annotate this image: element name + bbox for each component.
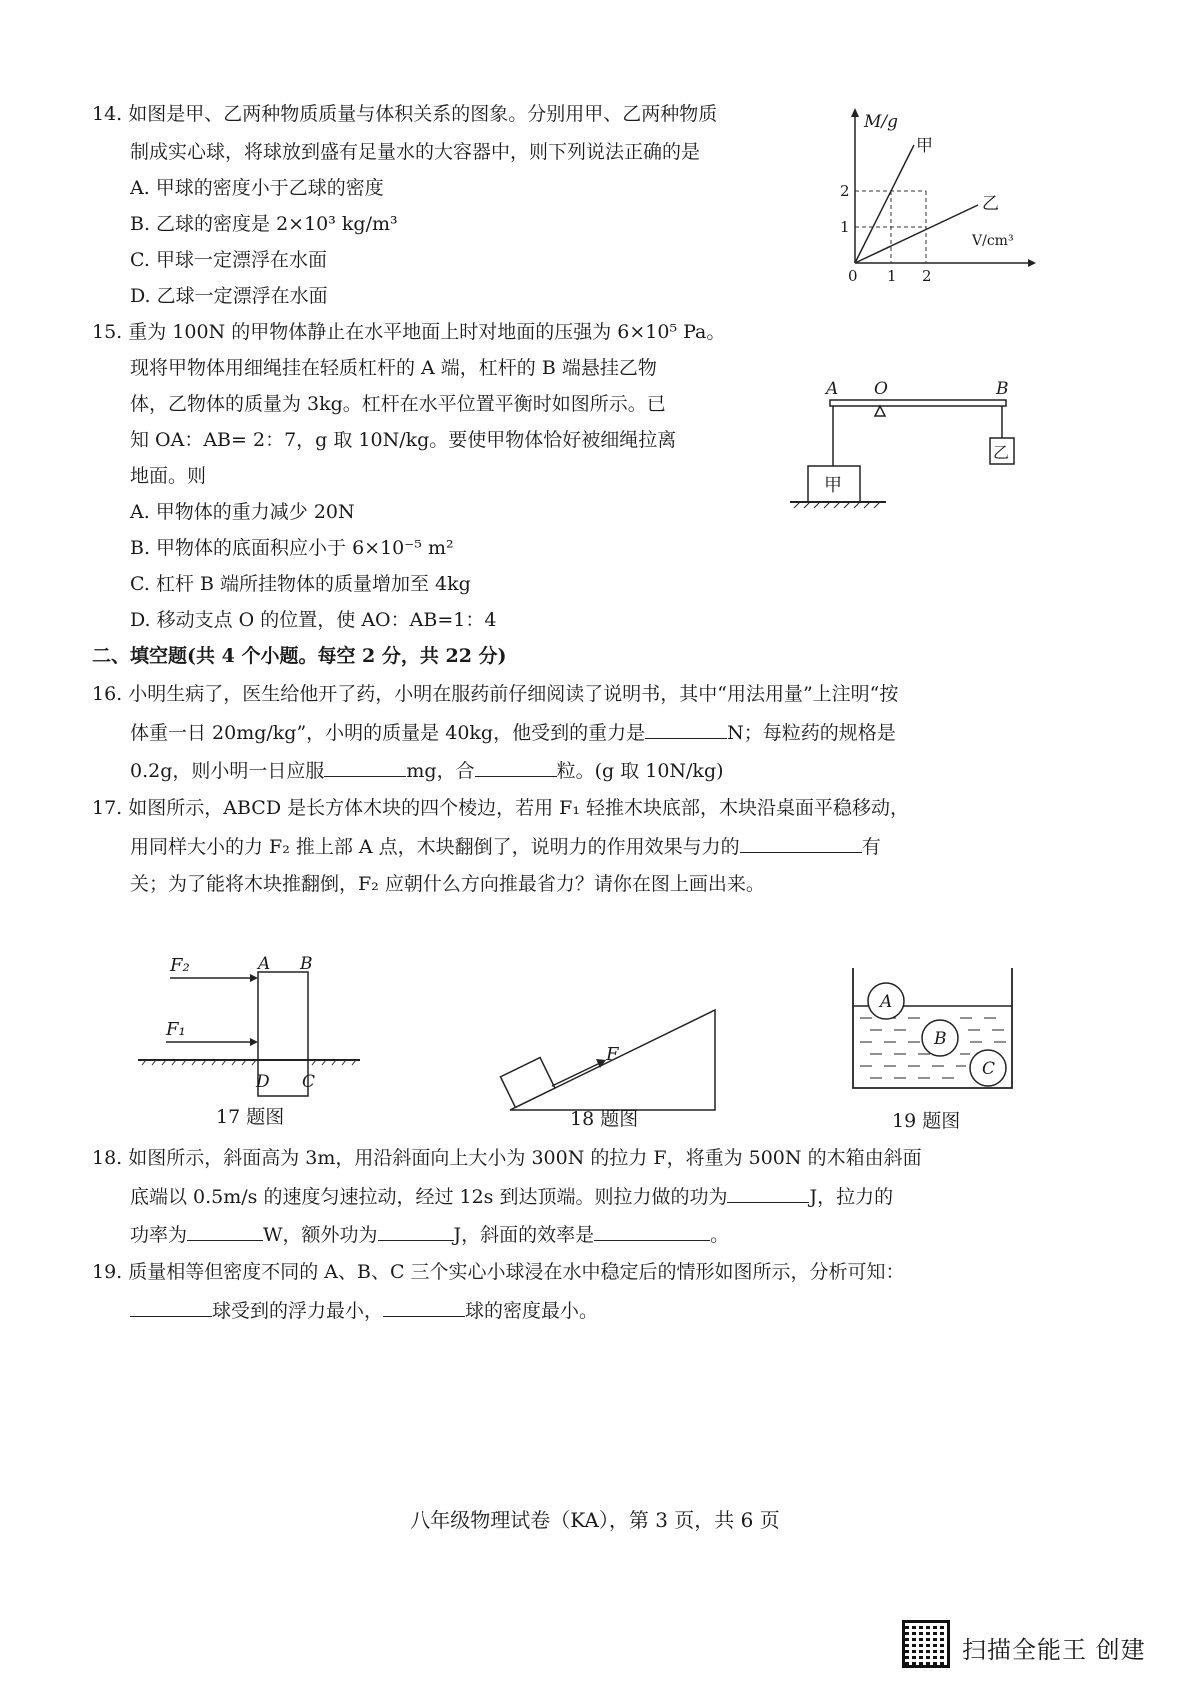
q18-text-3b: W，额外功为 — [263, 1224, 378, 1246]
q16-blank-dose[interactable] — [324, 758, 406, 777]
q14-mass-volume-graph — [820, 105, 1040, 295]
graph-origin: 0 — [848, 267, 858, 285]
fig17-label-a: A — [258, 954, 271, 974]
q19-stem-line1: 19. 质量相等但密度不同的 A、B、C 三个实心小球浸在水中稳定后的情形如图所示，分析可知： — [92, 1261, 905, 1283]
graph-x-tick-1: 1 — [887, 267, 897, 285]
lever-object-yi: 乙 — [993, 443, 1010, 462]
figure-17 — [130, 954, 370, 1105]
fig19-label-a: A — [880, 992, 893, 1012]
graph-series-jia: 甲 — [916, 136, 933, 156]
fig17-label-b: B — [300, 954, 313, 974]
q15-option-a: A. 甲物体的重力减少 20N — [130, 501, 355, 523]
lever-label-b: B — [996, 379, 1009, 399]
q17-text-2a: 用同样大小的力 F₂ 推上部 A 点，木块翻倒了，说明力的作用效果与力的 — [130, 836, 740, 858]
q14-option-c: C. 甲球一定漂浮在水面 — [130, 249, 327, 271]
figure-19-caption: 19 题图 — [892, 1110, 961, 1132]
q19-blank-buoyancy[interactable] — [130, 1298, 212, 1317]
watermark-text: 扫描全能王 创建 — [962, 1636, 1146, 1664]
q15-option-b: B. 甲物体的底面积应小于 6×10⁻⁵ m² — [130, 537, 454, 559]
q18-blank-work[interactable] — [727, 1184, 809, 1203]
fig19-label-b: B — [934, 1029, 947, 1049]
q16-text-3b: mg，合 — [406, 760, 475, 782]
scanner-watermark — [902, 1620, 1172, 1668]
q16-text-3a: 0.2g，则小明一日应服 — [130, 760, 325, 782]
q18-text-3a: 功率为 — [130, 1224, 188, 1246]
q14-option-b: B. 乙球的密度是 2×10³ kg/m³ — [130, 213, 398, 235]
q19-stem-line2 — [130, 1298, 598, 1323]
q14-option-d: D. 乙球一定漂浮在水面 — [130, 285, 328, 307]
q18-text-2b: J，拉力的 — [809, 1186, 894, 1208]
fig17-label-d: D — [256, 1072, 270, 1092]
q15-option-c: C. 杠杆 B 端所挂物体的质量增加至 4kg — [130, 573, 471, 595]
q18-blank-power[interactable] — [187, 1222, 263, 1241]
q16-blank-pills[interactable] — [475, 758, 557, 777]
q18-text-2a: 底端以 0.5m/s 的速度匀速拉动，经过 12s 到达顶端。则拉力做的功为 — [130, 1186, 728, 1208]
q18-stem-line1: 18. 如图所示，斜面高为 3m，用沿斜面向上大小为 300N 的拉力 F，将重为 500N 的木箱由斜面 — [92, 1147, 922, 1169]
q18-text-3c: J，斜面的效率是 — [453, 1224, 595, 1246]
fig17-label-c: C — [302, 1072, 316, 1092]
q14-option-a: A. 甲球的密度小于乙球的密度 — [130, 177, 384, 199]
fig18-label-f: F — [606, 1044, 619, 1065]
q19-blank-density[interactable] — [383, 1298, 465, 1317]
q16-blank-gravity[interactable] — [645, 720, 727, 739]
q16-text-3c: 粒。(g 取 10N/kg) — [556, 760, 724, 782]
figure-17-caption: 17 题图 — [216, 1106, 285, 1128]
graph-y-tick-2: 2 — [840, 182, 850, 200]
q17-blank-factor[interactable] — [740, 834, 862, 853]
figure-19 — [850, 968, 1020, 1098]
qr-code-icon — [902, 1620, 950, 1668]
graph-x-tick-2: 2 — [922, 267, 932, 285]
fig17-label-f1: F₁ — [166, 1019, 186, 1040]
q14-stem-line1: 14. 如图是甲、乙两种物质质量与体积关系的图象。分别用甲、乙两种物质 — [92, 103, 718, 125]
q17-text-2b: 有 — [861, 836, 881, 858]
graph-y-tick-1: 1 — [840, 218, 850, 236]
graph-y-label: M/g — [864, 112, 899, 132]
page-footer: 八年级物理试卷（KA），第 3 页，共 6 页 — [410, 1508, 780, 1532]
figure-18-caption: 18 题图 — [570, 1108, 639, 1130]
graph-x-label: V/cm³ — [972, 233, 1014, 249]
q15-stem-line5: 地面。则 — [130, 465, 207, 487]
q18-blank-efficiency[interactable] — [594, 1222, 710, 1241]
lever-object-jia: 甲 — [824, 475, 842, 496]
fig17-label-f2: F₂ — [170, 955, 190, 976]
q18-text-3d: 。 — [710, 1224, 730, 1246]
q17-stem-line1: 17. 如图所示，ABCD 是长方体木块的四个棱边，若用 F₁ 轻推木块底部，木块沿桌面平稳移动， — [92, 797, 909, 819]
q16-text-2b: N；每粒药的规格是 — [727, 722, 896, 744]
q19-text-2a: 球受到的浮力最小， — [212, 1300, 384, 1322]
q18-blank-extra-work[interactable] — [378, 1222, 454, 1241]
q15-stem-line4: 知 OA：AB= 2：7，g 取 10N/kg。要使甲物体恰好被细绳拉离 — [130, 429, 677, 451]
q16-stem-line3 — [130, 758, 724, 783]
graph-series-yi: 乙 — [982, 194, 999, 214]
q19-text-2b: 球的密度最小。 — [465, 1300, 599, 1322]
q15-stem-line1: 15. 重为 100N 的甲物体静止在水平地面上时对地面的压强为 6×10⁵ Pa。 — [92, 321, 726, 343]
q14-stem-line2: 制成实心球，将球放到盛有足量水的大容器中，则下列说法正确的是 — [130, 141, 701, 163]
q15-stem-line3: 体，乙物体的质量为 3kg。杠杆在水平位置平衡时如图所示。已 — [130, 393, 666, 415]
figure-18 — [490, 980, 720, 1116]
lever-label-a: A — [826, 379, 839, 399]
q17-stem-line2 — [130, 834, 881, 859]
q17-stem-line3: 关；为了能将木块推翻倒，F₂ 应朝什么方向推最省力？请你在图上画出来。 — [130, 873, 765, 895]
q16-text-2a: 体重一日 20mg/kg”，小明的质量是 40kg，他受到的重力是 — [130, 722, 646, 744]
q16-stem-line1: 16. 小明生病了，医生给他开了药，小明在服药前仔细阅读了说明书，其中“用法用量”上注明“按 — [92, 683, 899, 705]
section-2-heading: 二、填空题(共 4 个小题。每空 2 分，共 22 分) — [92, 645, 507, 667]
q15-lever-figure — [790, 378, 1040, 538]
q18-stem-line3 — [130, 1222, 729, 1247]
q15-stem-line2: 现将甲物体用细绳挂在轻质杠杆的 A 端，杠杆的 B 端悬挂乙物 — [130, 357, 657, 379]
lever-label-o: O — [874, 379, 888, 399]
fig19-label-c: C — [982, 1059, 996, 1079]
q16-stem-line2 — [130, 720, 896, 745]
q18-stem-line2 — [130, 1184, 893, 1209]
q15-option-d: D. 移动支点 O 的位置，使 AO：AB=1：4 — [130, 609, 497, 631]
